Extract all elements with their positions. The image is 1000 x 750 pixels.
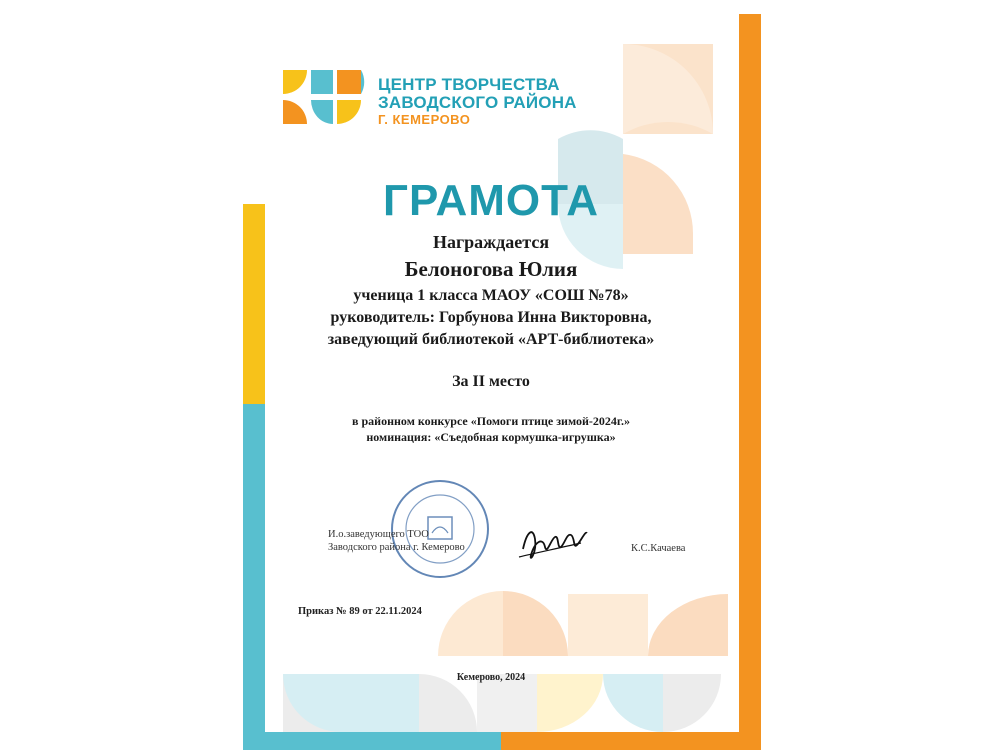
order-number: Приказ № 89 от 22.11.2024	[298, 606, 422, 617]
logo-icon	[283, 70, 373, 130]
certificate	[243, 14, 761, 750]
city-year: Кемерово, 2024	[456, 672, 526, 683]
handwritten-signature	[515, 519, 590, 567]
certificate-title: ГРАМОТА	[383, 176, 599, 225]
nomination: номинация: «Съедобная кормушка-игрушка»	[366, 430, 616, 444]
place-awarded: За II место	[452, 373, 530, 390]
signatory-position-line1: И.о.заведующего ТОО	[328, 529, 429, 540]
awarded-label: Награждается	[432, 232, 550, 252]
signer-name: К.С.Качаева	[631, 543, 686, 554]
supervisor-info: руководитель: Горбунова Инна Викторовна,	[330, 309, 652, 326]
signatory-position	[328, 528, 465, 554]
recipient-name: Белоногова Юлия	[404, 257, 578, 281]
signatory-position-line2: Заводского района г. Кемерово	[328, 542, 465, 553]
org-name-line2: ЗАВОДСКОГО РАЙОНА	[378, 93, 577, 112]
org-city: Г. КЕМЕРОВО	[378, 112, 471, 127]
supervisor-position: заведующий библиотекой «АРТ-библиотека»	[327, 331, 655, 348]
contest-name: в районном конкурсе «Помоги птице зимой-2024г.»	[352, 414, 630, 428]
student-info: ученица 1 класса МАОУ «СОШ №78»	[353, 287, 629, 304]
org-name-line1: ЦЕНТР ТВОРЧЕСТВА	[378, 75, 560, 94]
organization-name	[378, 76, 577, 128]
